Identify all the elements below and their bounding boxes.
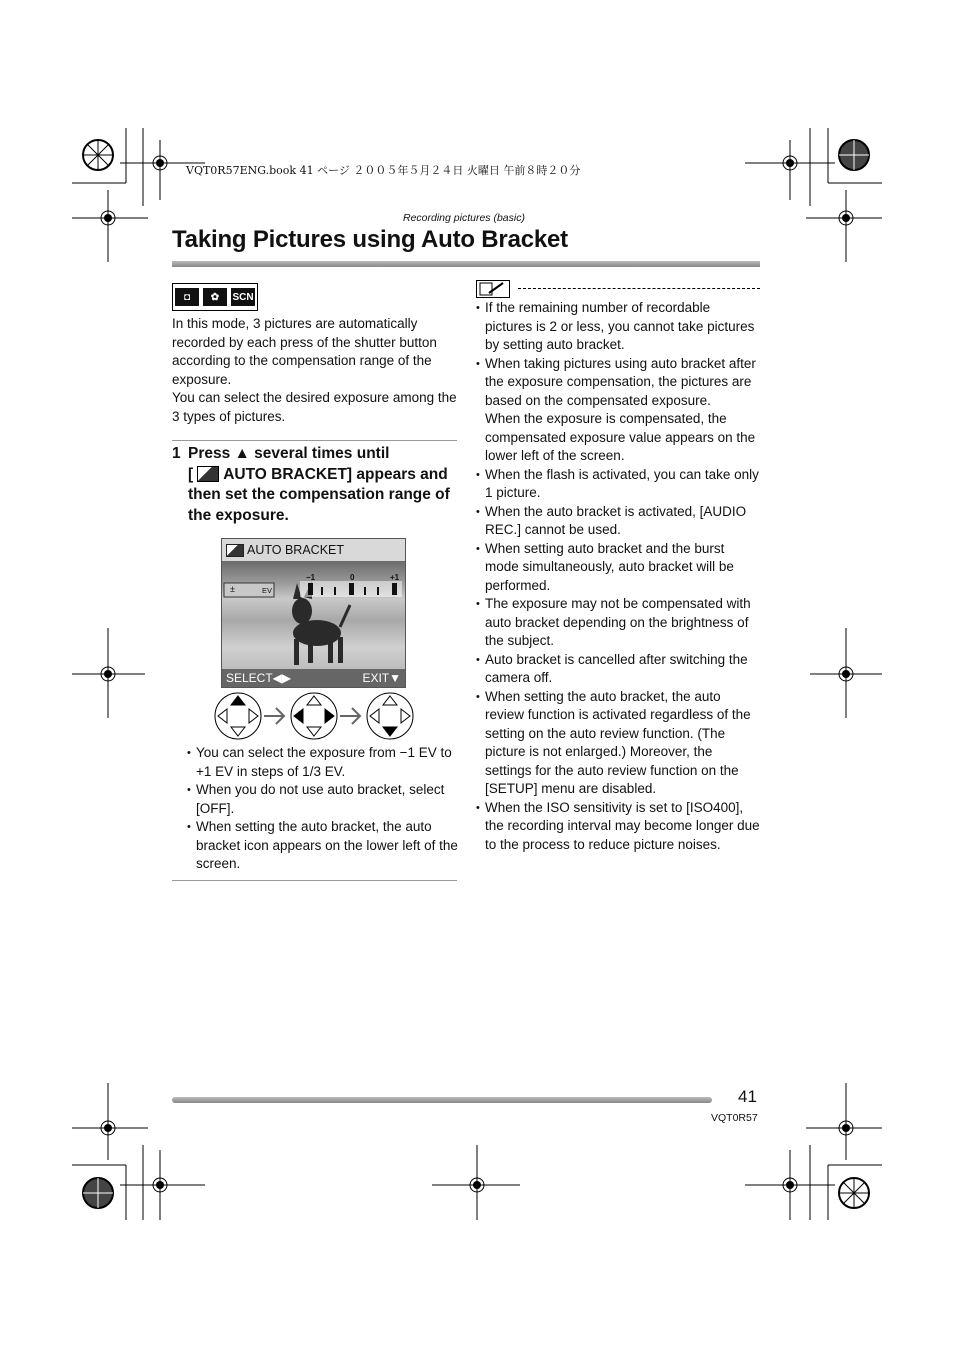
intro-paragraph: In this mode, 3 pictures are automatically recorded by each press of the shutter button according to the compensation range of the exposure. [172,316,437,387]
step-line2: AUTO BRACKET] appears and then set the compensation range of the exposure. [188,465,450,524]
dpad-down-pressed-icon [367,693,413,739]
list-item: • When setting the auto bracket, the auto review function is activated regardless of the setting on the auto review function. (The picture is not enlarged.) Moreover, the settings for the auto review function on the [SETUP] menu are disabled. [476,688,760,799]
lcd-bottom-bar [222,669,405,687]
page-title: Taking Pictures using Auto Bracket [172,226,568,253]
step-number: 1 [172,445,181,462]
arrow-right-icon [340,708,360,724]
list-item [476,355,760,466]
plus-minus-label: ± [230,584,235,594]
divider [172,440,457,441]
print-header-line: VQT0R57ENG.book 41 ページ ２００５年５月２４日 火曜日 午前８時２０分 [186,164,581,177]
lcd-title: AUTO BRACKET [247,543,345,557]
step-line1: Press ▲ several times until [188,445,390,462]
mode-icons-box [172,283,258,311]
lcd-title-bar [222,539,405,561]
scene-mode-icon: SCN [231,288,255,306]
list-item: • When the ISO sensitivity is set to [ISO400], the recording interval may become longer due to the process to reduce picture noises. [476,799,760,855]
dpad-sequence-diagram [212,690,417,742]
macro-icon: ✿ [203,288,227,306]
right-notes-list [476,299,760,854]
list-item: • When you do not use auto bracket, select [OFF]. [187,781,459,818]
camera-icon: ◘ [175,288,199,306]
title-underline-bar [172,261,760,267]
intro-text [172,315,457,426]
left-notes-list [187,744,459,874]
list-item: • When the auto bracket is activated, [AUDIO REC.] cannot be used. [476,503,760,540]
auto-bracket-icon [226,544,244,557]
list-item: • When the flash is activated, you can take only 1 picture. [476,466,760,503]
lcd-exit-label: EXIT▼ [362,671,401,685]
lcd-select-label: SELECT◀▶ [226,671,292,685]
dashed-divider [518,288,760,289]
page-number: 41 [738,1087,757,1106]
document-code: VQT0R57 [711,1112,758,1124]
list-item-text: When taking pictures using auto bracket after the exposure compensation, the pictures are based on the compensated exposure. [485,355,756,408]
list-item: • You can select the exposure from −1 EV to +1 EV in steps of 1/3 EV. [187,744,459,781]
list-item: • If the remaining number of recordable pictures is 2 or less, you cannot take pictures by setting auto bracket. [476,299,760,355]
list-item-text-extra: When the exposure is compensated, the compensated exposure value appears on the lower left of the screen. [485,411,756,463]
list-item: • The exposure may not be compensated with auto bracket depending on the brightness of the subject. [476,595,760,651]
auto-bracket-icon [197,466,219,482]
dpad-up-pressed-icon [215,693,261,739]
dpad-left-right-pressed-icon [291,693,337,739]
list-item: • When setting the auto bracket, the auto bracket icon appears on the lower left of the screen. [187,818,459,874]
scale-label-plus: +1 [390,573,400,582]
lcd-screen [221,538,406,688]
intro-paragraph: You can select the desired exposure among the 3 types of pictures. [172,390,457,424]
note-icon [476,280,510,298]
footer-bar [172,1097,712,1103]
list-item: • When setting auto bracket and the burst mode simultaneously, auto bracket will be performed. [476,540,760,596]
scale-label-minus: −1 [306,573,316,582]
section-label: Recording pictures (basic) [403,212,525,224]
step-bracket-open: [ [188,465,194,483]
divider [172,880,457,881]
arrow-right-icon [264,708,284,724]
scale-label-zero: 0 [350,573,355,582]
list-item: • Auto bracket is cancelled after switching the camera off. [476,651,760,688]
ev-label: EV [262,586,273,595]
dog-photo [222,561,405,669]
